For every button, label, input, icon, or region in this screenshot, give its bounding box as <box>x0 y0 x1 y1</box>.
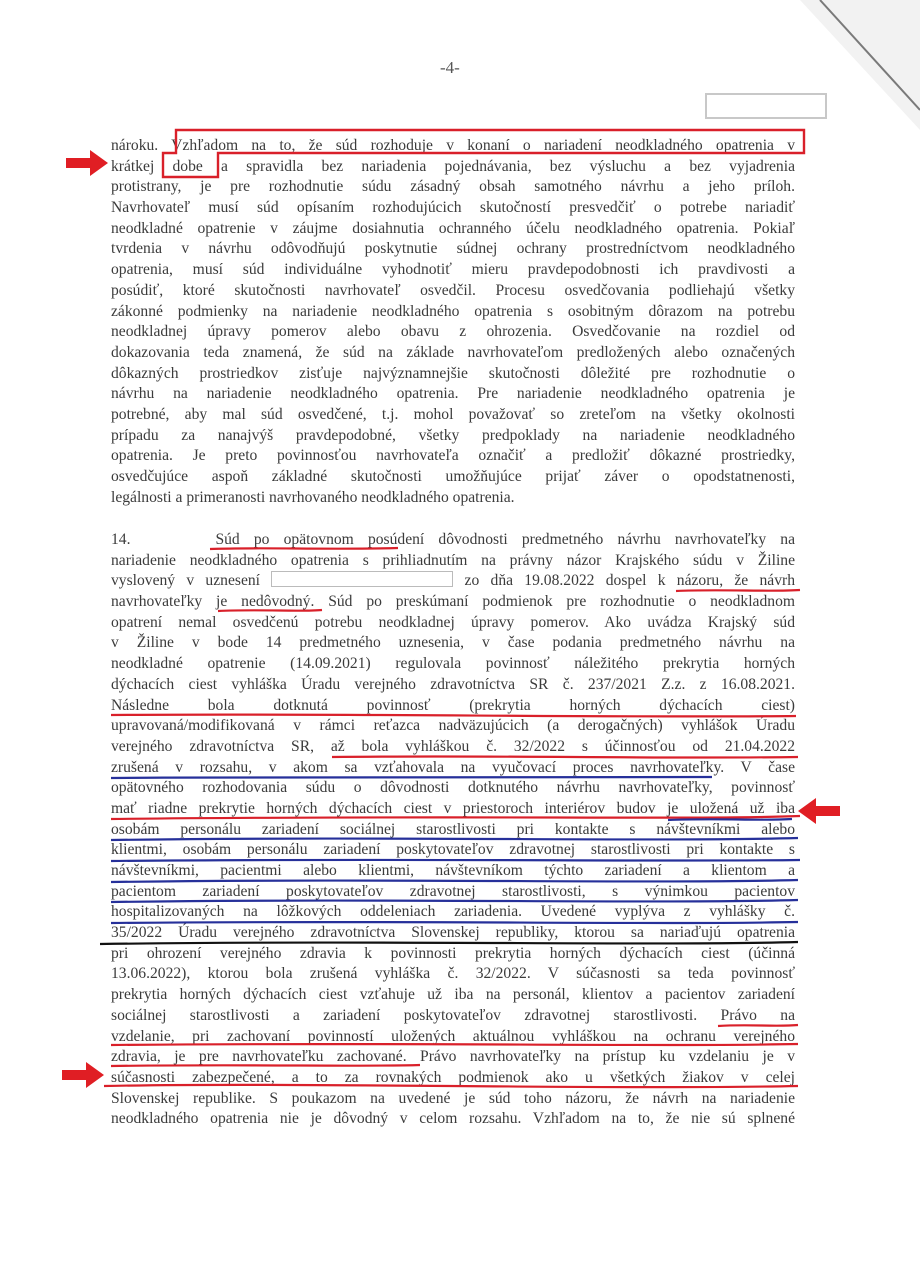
text-line: nároku. Vzhľadom na to, že súd rozhoduje v konaní o nariadení neodkladného opatrenia v <box>111 137 795 154</box>
text-line: nariadenie neodkladného opatrenia s prihliadnutím na právny názor Krajského súdu v Žiline <box>111 551 795 569</box>
text-line: 14. Súd po opätovnom posúdení dôvodnosti predmetného návrhu navrhovateľky na <box>111 531 795 548</box>
text-segment: zo dňa 19.08.2022 dospel k názoru, že návrh <box>453 572 795 590</box>
arrow-left-icon <box>798 798 840 824</box>
text-line: 35/2022 Úradu verejného zdravotníctva Slovenskej republiky, ktorou sa nariaďujú opatrenia <box>111 924 795 942</box>
text-line: v Žiline v bode 14 predmetného uznesenia, v čase podania predmetného návrhu na <box>111 634 795 652</box>
text-line: posúdiť, ktoré skutočnosti navrhovateľ osvedčil. Procesu osvedčovania podliehajú všetky <box>111 281 795 299</box>
text-line: dýchacích ciest vyhláška Úradu verejného zdravotníctva SR č. 237/2021 Z.z. z 16.08.2021. <box>111 675 795 693</box>
page-number: -4- <box>440 58 460 77</box>
text-line: navrhovateľky je nedôvodný. Súd po preskúmaní podmienok pre rozhodnutie o neodkladnom <box>111 593 795 611</box>
text-line: protistrany, je pre rozhodnutie súdu zásadný obsah samotného návrhu a jeho príloh. <box>111 178 795 196</box>
text-line: neodkladného opatrenia nie je dôvodný v celom rozsahu. Vzhľadom na to, že nie sú splnené <box>111 1110 795 1128</box>
text-line: opätovného rozhodovania súdu o dôvodnosti dotknutého návrhu navrhovateľky, povinnosť <box>111 779 795 797</box>
text-line: dokazovania teda znamená, že súd na základe navrhovateľom predložených alebo označených <box>111 343 795 361</box>
text-line: opatrenia. Je preto povinnosťou navrhovateľa označiť a predložiť dôkazné prostriedky, <box>111 447 795 465</box>
text-line: zdravia, je pre navrhovateľku zachované. Právo navrhovateľky na prístup ku vzdelaniu je v <box>111 1048 795 1066</box>
text-line: prípadu za nanajvýš pravdepodobné, všetky predpoklady na nariadenie neodkladného <box>111 426 795 444</box>
paragraph-2 <box>111 530 795 1130</box>
text-line: opatrenia, musí súd individuálne vyhodnotiť mieru pravdepodobnosti ich pravdivosti a <box>111 261 795 279</box>
paragraph-1 <box>111 136 795 508</box>
text-line: hospitalizovaných na lôžkových oddeleniach zariadenia. Uvedené vyplýva z vyhlášky č. <box>111 903 795 921</box>
arrow-right-icon <box>62 1062 104 1088</box>
text-line <box>111 571 795 592</box>
text-line: dôkazných prostriedkov zisťuje najvýznamnejšie skutočnosti dôležité pre rozhodnutie o <box>111 364 795 382</box>
text-line: klientmi, osobám personálu zariadení poskytovateľov zdravotnej starostlivosti pri kontakte s <box>111 841 795 859</box>
text-line: mať riadne prekrytie horných dýchacích ciest v priestoroch interiérov budov je uložená už iba <box>111 799 795 817</box>
text-segment: vyslovený v uznesení <box>111 572 272 590</box>
text-line: neodkladné opatrenie (14.09.2021) regulovala povinnosť náležitého prekrytia horných <box>111 655 795 673</box>
text-line: návrhu na nariadenie neodkladného opatrenia. Pre nariadenie neodkladného opatrenia je <box>111 385 795 403</box>
text-line: tvrdenia v návrhu odôvodňujú poskytnutie súdnej ochrany prostredníctvom neodkladného <box>111 240 795 258</box>
arrow-right-icon <box>66 150 108 176</box>
text-line: legálnosti a primeranosti navrhovaného neodkladného opatrenia. <box>111 488 515 506</box>
text-line: krátkej dobe a spravidla bez nariadenia pojednávania, bez výsluchu a bez vyjadrenia <box>111 157 795 175</box>
text-line: zákonné podmienky na nariadenie neodkladného opatrenia s osobitným dôrazom na potrebu <box>111 302 795 320</box>
text-line: potrebné, aby mal súd osvedčené, t.j. mohol považovať so zreteľom na všetky okolnosti <box>111 405 795 423</box>
text-line: vzdelanie, pri zachovaní povinností uložených aktuálnou vyhláškou na ochranu verejného <box>111 1027 795 1045</box>
text-line: prekrytia horných dýchacích ciest vzťahuje už iba na personál, klientov a pacientov zariadení <box>111 986 795 1004</box>
text-line: neodkladnej úpravy pomerov alebo obavu z ohrozenia. Osvedčovanie na rozdiel od <box>111 323 795 341</box>
text-line: verejného zdravotníctva SR, až bola vyhláškou č. 32/2022 s účinnosťou od 21.04.2022 <box>111 737 795 755</box>
page-fold-shadow <box>780 0 920 130</box>
text-line: Slovenskej republike. S poukazom na uvedené je súd toho názoru, že návrh na nariadenie <box>111 1089 795 1107</box>
text-line: Následne bola dotknutá povinnosť (prekrytia horných dýchacích ciest) <box>111 696 795 714</box>
text-line: opatrení nemal osvedčenú potrebu neodkladnej úpravy pomerov. Ako uvádza Krajský súd <box>111 613 795 631</box>
text-line: pri ohrození verejného zdravia k povinnosti prekrytia horných dýchacích ciest (účinná <box>111 944 795 962</box>
text-line: 13.06.2022), ktorou bola zrušená vyhláška č. 32/2022. V súčasnosti sa teda povinnosť <box>111 965 795 983</box>
text-line: návštevníkmi, pacientmi alebo klientmi, návštevníkom týchto zariadení a klientom a <box>111 862 795 879</box>
redacted-field <box>271 571 453 587</box>
text-line: osobám personálu zariadení sociálnej starostlivosti pri kontakte s návštevníkmi alebo <box>111 820 795 838</box>
text-line: zrušená v rozsahu, v akom sa vzťahovala na vyučovací proces navrhovateľky. V čase <box>111 758 795 776</box>
text-line: Navrhovateľ musí súd opísaním rozhodujúcich skutočností presvedčiť o potrebe nariadiť <box>111 199 795 217</box>
text-line: upravovaná/modifikovaná v rámci reťazca nadväzujúcich (a derogačných) vyhlášok Úradu <box>111 717 795 735</box>
text-line: súčasnosti zabezpečené, a to za rovnakých podmienok ako u všetkých žiakov v celej <box>111 1068 795 1086</box>
text-line: pacientom zariadení poskytovateľov zdravotnej starostlivosti, s výnimkou pacientov <box>111 882 795 900</box>
text-line: sociálnej starostlivosti a zariadení poskytovateľov zdravotnej starostlivosti. Právo na <box>111 1006 795 1024</box>
text-line: neodkladné opatrenie v záujme dosiahnutia ochranného účelu neodkladného opatrenia. Pokiaľ <box>111 219 795 237</box>
text-line: osvedčujúce aspoň základné skutočnosti umožňujúce prijať záver o opodstatnenosti, <box>111 468 795 485</box>
